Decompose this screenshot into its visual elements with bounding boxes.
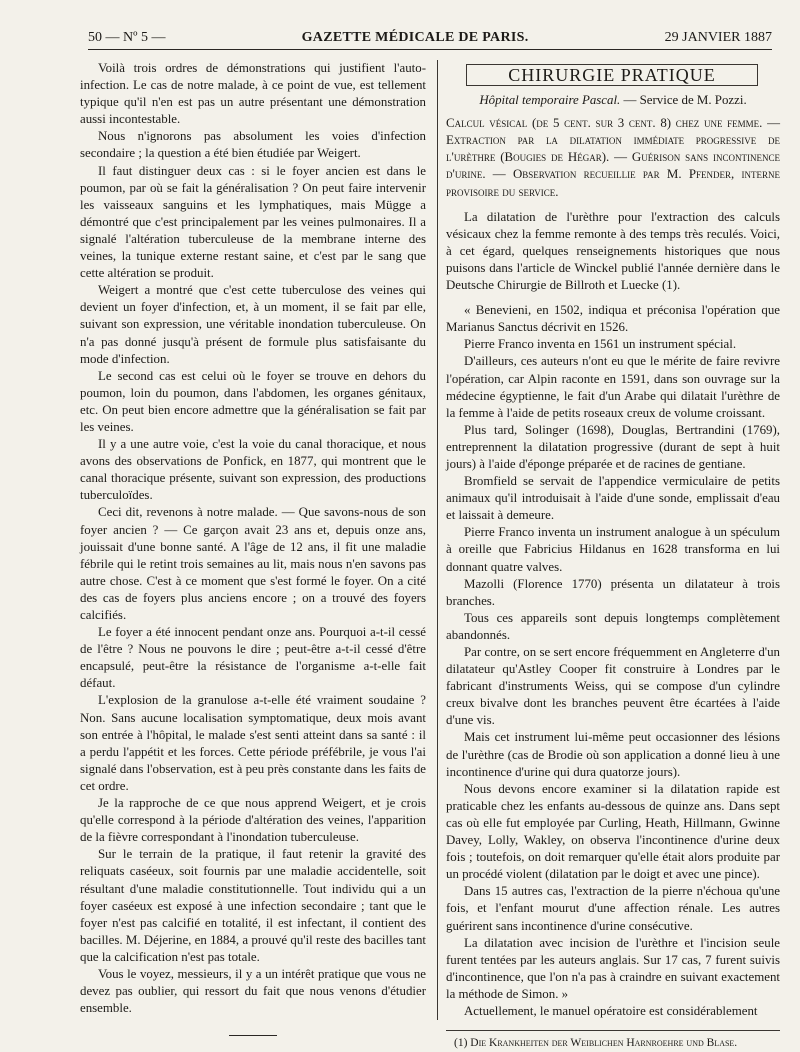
journal-title: GAZETTE MÉDICALE DE PARIS. xyxy=(301,30,529,45)
paragraph: Pierre Franco inventa en 1561 un instrument spécial. xyxy=(464,337,737,352)
paragraph: Plus tard, Solinger (1698), Douglas, Bertrandini (1769), entreprennent la dilatation progressive (durant de sept à huit jours) à l'aide d'éponge préparée et de racines de gentiane. xyxy=(446,422,780,471)
paragraph: Dans 15 autres cas, l'extraction de la pierre n'échoua qu'une fois, et l'enfant mourut d'une affection rénale. Les autres guérirent sans incontinence d'urine consécutive. xyxy=(446,884,780,933)
paragraph: Nous devons encore examiner si la dilatation rapide est praticable chez les enfants au-dessous de quinze ans. Dans sept cas où elle fut employée par Curling, Heath, Hillmann, Gwinne Davey, Lolly, Wakley, on observa l'incontinence d'urine deux fois ; toutefois, on doit remarquer qu'elle était alors produite par un procédé violent (dilatation par le doigt et avec une pince). xyxy=(446,781,780,882)
paragraph: La dilatation de l'urèthre pour l'extraction des calculs vésicaux chez la femme remonte à des temps très reculés. Voici, à cet égard, quelques renseignements historiques que nous puisons dans l'article de Winckel publié l'année dernière dans le Deutsche Chirurgie de Billroth et Luecke (1). xyxy=(446,209,780,293)
paragraph: Tous ces appareils sont depuis longtemps complètement abandonnés. xyxy=(446,610,780,642)
paragraph: L'explosion de la granulose a-t-elle été vraiment soudaine ? Non. Sans aucune localisation symptomatique, deux mois avant son entrée à l'hôpital, le malade s'est senti atteint dans sa santé : il a perdu l'appétit et les forces. Cette période préfébrile, je vous l'ai signalé dans l'observation, est à peu près constante dans les faits de cet ordre. xyxy=(80,693,426,793)
paragraph: Voilà trois ordres de démonstrations qui justifient l'auto-infection. Le cas de notre malade, à ce point de vue, est tellement typique qu'il n'en est pas un autre présentant une démonstration aussi incontestable. xyxy=(80,61,426,127)
hospital-line xyxy=(446,92,780,109)
issue-date: 29 JANVIER 1887 xyxy=(664,30,772,45)
paragraph: La dilatation avec incision de l'urèthre et l'incision seule furent tentées par les auteurs anglais. Sur 17 cas, 7 furent suivis d'incontinence, que l'on n'a pas à craindre en suivant exactement la méthode de Simon. » xyxy=(446,935,780,1001)
paragraph: Vous le voyez, messieurs, il y a un intérêt pratique que vous ne devez pas oublier, qui ressort du fait que nous venons d'étudier ensemble. xyxy=(80,966,426,1016)
paragraph: Le second cas est celui où le foyer se trouve en dehors du poumon, loin du poumon, dans l'abdomen, les organes génitaux, etc. On peut bien encore admettre que la généralisation se fait par les veines. xyxy=(80,368,426,434)
case-summary: Calcul vésical (de 5 cent. sur 3 cent. 8) chez une femme. — Extraction par la dilatation immédiate progressive de l'urèthre (Bougies de Hégar). — Guérison sans incontinence d'urine. — Observation recueillie par M. Pfender, interne provisoire du service. xyxy=(446,116,780,199)
footnote-rule xyxy=(446,1030,780,1031)
paragraph: Sur le terrain de la pratique, il faut retenir la gravité des reliquats caséeux, soit fournis par une maladie accidentelle, soit résultant d'une maladie constitutionnelle. Tout individu qui a un foyer caséeux est exposé à une infection secondaire ; tant que le foyer n'est pas calcifié en totalité, il est infectant, il contient des bacilles. M. Déjerine, en 1884, a prouvé qu'il reste des bacilles tant que la calcification n'est pas totale. xyxy=(80,847,426,964)
right-column xyxy=(446,64,780,1052)
section-title: CHIRURGIE PRATIQUE xyxy=(466,64,758,86)
column-divider xyxy=(437,60,438,1020)
paragraph: Weigert a montré que c'est cette tuberculose des veines qui devient un foyer d'infection, et, à un moment, il se fait par elle, suivant son expression, une véritable inondation tuberculeuse. On n'a pas donné jusqu'à présent de formule plus satisfaisante du mode d'infection. xyxy=(80,283,426,366)
paragraph: Mazolli (Florence 1770) présenta un dilatateur à trois branches. xyxy=(446,576,780,608)
hospital-name: Hôpital temporaire Pascal. xyxy=(479,93,621,108)
service-name: — Service de M. Pozzi. xyxy=(623,93,747,108)
paragraph: Pierre Franco inventa un instrument analogue à un spéculum à oreille que Fabricius Hildanus en 1628 transforma en lui donnant quatre valves. xyxy=(446,525,780,574)
end-rule xyxy=(229,1035,277,1036)
paragraph: Bromfield se servait de l'appendice vermiculaire de petits animaux qu'il introduisait à l'aide d'une sonde, emplissait d'eau et laissait à demeure. xyxy=(446,474,780,523)
paragraph: Actuellement, le manuel opératoire est considérablement xyxy=(464,1003,758,1018)
page-number: 50 — Nº 5 — xyxy=(88,30,166,45)
paragraph: Par contre, on se sert encore fréquemment en Angleterre d'un dilatateur qu'Astley Cooper fit construire à Londres par le fabricant d'instruments Weiss, qui se compose d'un cylindre creux bivalve dont les branches peuvent être écartées à l'aide d'une vis. xyxy=(446,645,780,728)
paragraph: Il y a une autre voie, c'est la voie du canal thoracique, et nous avons des observations de Ponfick, en 1877, qui montrent que le canal thoracique présente, suivant son expression, des productions tuberculoïdes. xyxy=(80,437,426,503)
paragraph: Nous n'ignorons pas absolument les voies d'infection secondaire ; la question a été bien étudiée par Weigert. xyxy=(80,129,426,161)
masthead xyxy=(88,22,772,50)
paragraph: Mais cet instrument lui-même peut occasionner des lésions de l'urèthre (cas de Brodie où son application a donné lieu à une incontinence d'urine qui dura quatorze jours). xyxy=(446,730,780,779)
paragraph: Il faut distinguer deux cas : si le foyer ancien est dans le poumon, par où se fait la généralisation ? On peut faire intervenir les vaisseaux sanguins et les lymphatiques, mais Mügge a démontré que c'est principalement par les veines pulmonaires. Il a signalé l'altération tuberculeuse de la membrane interne des veines, la tunique externe restant saine, et c'est par le sang que cette altération se produit. xyxy=(80,163,426,281)
footnote: (1) Die Krankheiten der Weiblichen Harnroehre und Blase. xyxy=(454,1037,738,1050)
paragraph: Le foyer a été innocent pendant onze ans. Pourquoi a-t-il cessé de l'être ? Nous ne pouvons le dire ; peut-être a-t-il cessé d'être encapsulé, peut-être la résistance de l'organisme a-t-elle fait défaut. xyxy=(80,625,426,691)
left-column xyxy=(80,60,426,1036)
paragraph: Ceci dit, revenons à notre malade. — Que savons-nous de son foyer ancien ? — Ce garçon avait 23 ans et, depuis onze ans, jouissait d'une bonne santé. A l'âge de 12 ans, il fit une maladie fébrile qui le retint trois semaines au lit, mais nous n'en savons pas autre chose. C'est à ce moment que s'est formé le foyer. On a cité des cas de foyers plus anciens encore ; on a trouvé des foyers calcifiés. xyxy=(80,505,426,622)
paragraph: Je la rapproche de ce que nous apprend Weigert, et je crois qu'elle correspond à la période d'altération des veines, l'apparition de la fièvre correspondant à l'inondation tuberculeuse. xyxy=(80,796,426,845)
paragraph: « Benevieni, en 1502, indiqua et préconisa l'opération que Marianus Sanctus décrivit en 1526. xyxy=(446,303,780,335)
paragraph: D'ailleurs, ces auteurs n'ont eu que le mérite de faire revivre l'opération, car Alpin raconte en 1591, dans son ouvrage sur la médecine égyptienne, le fait d'un Arabe qui dilatait l'urèthre de la femme à l'aide de petits roseaux creux de volume croissant. xyxy=(446,354,780,420)
